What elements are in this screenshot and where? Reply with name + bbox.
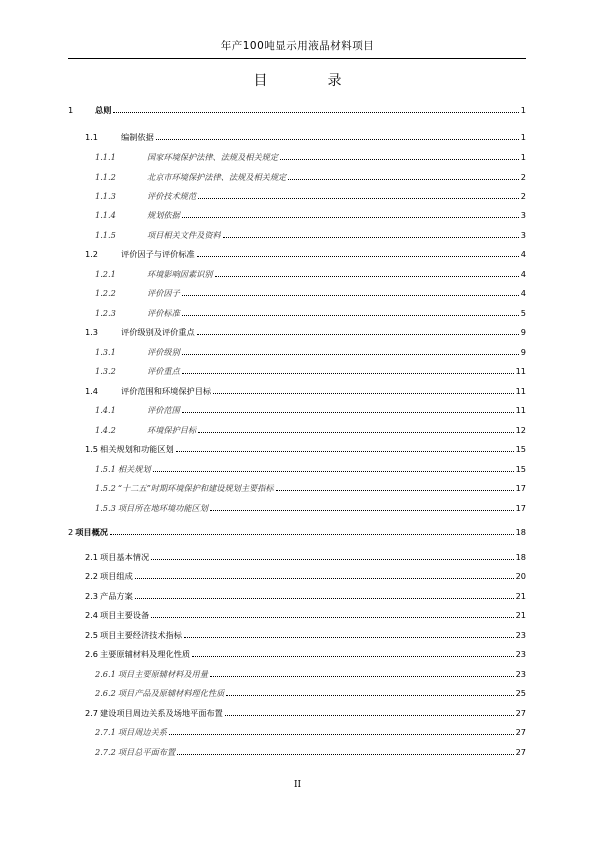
- toc-entry-title: 建设项目周边关系及场地平面布置: [100, 708, 223, 718]
- dot-leader: [198, 198, 519, 199]
- toc-entry-page: 21: [515, 591, 526, 601]
- dot-leader: [182, 373, 514, 374]
- toc-entry-title: 评价级别: [147, 347, 180, 357]
- toc-entry[interactable]: [68, 494, 526, 514]
- dot-leader: [198, 432, 513, 433]
- toc-entry-number: 1.5.1: [95, 464, 116, 474]
- toc-entry-number: 2.3: [85, 591, 99, 601]
- page-title: 目录: [253, 73, 402, 89]
- toc-entry-page: 18: [515, 552, 526, 562]
- toc-entry-page: 2: [520, 191, 526, 201]
- dot-leader: [223, 237, 519, 238]
- toc-entry[interactable]: [68, 455, 526, 475]
- toc-entry[interactable]: [68, 123, 526, 143]
- toc-entry[interactable]: [68, 660, 526, 680]
- toc-entry[interactable]: [68, 221, 526, 241]
- running-header: 年产100吨显示用液晶材料项目: [220, 40, 375, 52]
- toc-entry-page: 27: [515, 747, 526, 757]
- toc-entry[interactable]: [68, 143, 526, 163]
- toc-entry-title: 产品方案: [100, 591, 133, 601]
- toc-entry-page: 4: [520, 249, 526, 259]
- toc-entry-title: 评价因子与评价标准: [121, 249, 195, 259]
- toc-entry[interactable]: [68, 357, 526, 377]
- toc-entry-title: 评价重点: [147, 366, 180, 376]
- dot-leader: [280, 159, 519, 160]
- toc-entry-number: 2.6.2: [95, 688, 116, 698]
- toc-entry-number: 2.4: [85, 610, 99, 620]
- toc-entry-title: 评价因子: [147, 288, 180, 298]
- toc-entry-title: 相关规划: [117, 464, 151, 474]
- toc-entry-number: 2.6: [85, 649, 99, 659]
- toc-entry[interactable]: [68, 518, 526, 538]
- toc-entry-page: 4: [520, 288, 526, 298]
- toc-entry-number: 2.7.1: [95, 727, 116, 737]
- toc-entry-number: 1.4: [85, 386, 99, 396]
- toc-entry-title: 项目主要经济技术指标: [100, 630, 182, 640]
- toc-entry[interactable]: [68, 182, 526, 202]
- toc-entry-title: 项目概况: [75, 527, 108, 537]
- toc-entry[interactable]: [68, 562, 526, 582]
- toc-entry[interactable]: [68, 640, 526, 660]
- toc-entry-page: 23: [515, 649, 526, 659]
- toc-entry[interactable]: [68, 240, 526, 260]
- toc-entry-page: 17: [515, 483, 526, 493]
- dot-leader: [151, 559, 513, 560]
- toc-entry[interactable]: [68, 260, 526, 280]
- dot-leader: [177, 754, 513, 755]
- toc-entry-title: 环境影响因素识别: [147, 269, 213, 279]
- dot-leader: [182, 217, 519, 218]
- toc-entry[interactable]: [68, 543, 526, 563]
- toc-entry-page: 1: [520, 132, 526, 142]
- toc-entry[interactable]: [68, 582, 526, 602]
- dot-leader: [153, 471, 514, 472]
- toc-entry-number: 2: [68, 527, 74, 537]
- toc-entry-page: 21: [515, 610, 526, 620]
- toc-entry-page: 17: [515, 503, 526, 513]
- toc-entry[interactable]: [68, 621, 526, 641]
- toc-entry-page: 3: [520, 210, 526, 220]
- toc-entry-page: 27: [515, 727, 526, 737]
- toc-entry-number: 1: [68, 105, 74, 115]
- toc-entry-title: 项目总平面布置: [117, 747, 176, 757]
- toc-entry-title: 规划依据: [147, 210, 180, 220]
- toc-entry-number: 1.5: [85, 444, 99, 454]
- toc-entry[interactable]: [68, 416, 526, 436]
- toc-entry-page: 1: [520, 152, 526, 162]
- dot-leader: [210, 510, 514, 511]
- toc-entry-title: 评价范围: [147, 405, 180, 415]
- toc-entry-title: 总则: [95, 105, 112, 115]
- toc-entry-number: 2.1: [85, 552, 99, 562]
- dot-leader: [169, 734, 514, 735]
- dot-leader: [184, 637, 514, 638]
- toc-entry-title: 项目所在地环境功能区划: [117, 503, 208, 513]
- dot-leader: [210, 676, 514, 677]
- toc-entry-title: 编制依据: [121, 132, 154, 142]
- toc-entry[interactable]: [68, 201, 526, 221]
- toc-entry-title: 北京市环境保护法律、法规及相关规定: [147, 172, 287, 182]
- toc-entry-number: 1.1.2: [95, 172, 116, 182]
- dot-leader: [213, 393, 514, 394]
- toc-entry-number: 1.3.2: [95, 366, 116, 376]
- page-number: II: [293, 780, 302, 790]
- toc-entry-page: 27: [515, 708, 526, 718]
- toc-entry-number: 1.1: [85, 132, 99, 142]
- dot-leader: [226, 695, 513, 696]
- dot-leader: [276, 490, 514, 491]
- toc-entry-page: 18: [515, 527, 526, 537]
- toc-entry-number: 1.1.5: [95, 230, 116, 240]
- toc-entry-number: 1.2.3: [95, 308, 116, 318]
- toc-entry-number: 1.2: [85, 249, 99, 259]
- toc-entry-title: 项目主要原辅材料及用量: [117, 669, 208, 679]
- toc-entry[interactable]: [68, 299, 526, 319]
- dot-leader: [182, 295, 519, 296]
- header-rule: [68, 58, 526, 59]
- toc-entry-title: 相关规划和功能区划: [100, 444, 174, 454]
- dot-leader: [225, 715, 514, 716]
- toc-entry-page: 11: [515, 386, 526, 396]
- toc-entry-page: 5: [520, 308, 526, 318]
- toc-entry-title: 项目周边关系: [117, 727, 167, 737]
- dot-leader: [113, 112, 518, 113]
- toc-entry-title: 项目产品及原辅材料理化性质: [117, 688, 225, 698]
- toc-entry[interactable]: [68, 474, 526, 494]
- dot-leader: [197, 334, 519, 335]
- toc-entry-page: 15: [515, 464, 526, 474]
- toc-entry-number: 1.4.2: [95, 425, 116, 435]
- dot-leader: [176, 451, 514, 452]
- toc-entry-number: 2.2: [85, 571, 99, 581]
- toc-entry-title: “十二五”时期环境保护和建设规划主要指标: [117, 483, 274, 493]
- dot-leader: [182, 354, 519, 355]
- toc-entry-number: 1.1.4: [95, 210, 116, 220]
- dot-leader: [110, 534, 514, 535]
- toc-entry-title: 评价标准: [147, 308, 180, 318]
- toc-entry[interactable]: [68, 318, 526, 338]
- toc-entry-page: 12: [515, 425, 526, 435]
- toc-entry[interactable]: [68, 738, 526, 758]
- dot-leader: [135, 578, 514, 579]
- toc-entry-number: 1.1.1: [95, 152, 116, 162]
- toc-entry-title: 项目组成: [100, 571, 133, 581]
- toc-entry-title: 项目基本情况: [100, 552, 150, 562]
- toc-entry-title: 项目主要设备: [100, 610, 150, 620]
- toc-entry-page: 2: [520, 172, 526, 182]
- toc-entry-page: 15: [515, 444, 526, 454]
- toc-entry[interactable]: [68, 377, 526, 397]
- toc-entry-title: 评价技术规范: [147, 191, 197, 201]
- toc-entry-page: 9: [520, 347, 526, 357]
- toc-entry-title: 项目相关文件及资料: [147, 230, 221, 240]
- toc-entry-page: 11: [515, 366, 526, 376]
- toc-entry[interactable]: [68, 338, 526, 358]
- toc-entry-title: 评价范围和环境保护目标: [121, 386, 212, 396]
- toc-entry-page: 3: [520, 230, 526, 240]
- dot-leader: [182, 315, 519, 316]
- toc-entry-page: 9: [520, 327, 526, 337]
- toc-entry-page: 4: [520, 269, 526, 279]
- toc-entry-number: 2.6.1: [95, 669, 116, 679]
- toc-entry-title: 主要原辅材料及理化性质: [100, 649, 191, 659]
- toc-entry[interactable]: [68, 601, 526, 621]
- toc-entry[interactable]: [68, 163, 526, 183]
- toc-entry-title: 评价级别及评价重点: [121, 327, 195, 337]
- toc-entry-number: 2.5: [85, 630, 99, 640]
- toc-entry-number: 1.5.2: [95, 483, 116, 493]
- toc-entry[interactable]: [68, 96, 526, 116]
- dot-leader: [156, 139, 519, 140]
- toc-entry-page: 23: [515, 669, 526, 679]
- dot-leader: [135, 598, 514, 599]
- toc-entry-page: 11: [515, 405, 526, 415]
- dot-leader: [192, 656, 513, 657]
- toc-entry[interactable]: [68, 435, 526, 455]
- toc-entry-page: 23: [515, 630, 526, 640]
- toc-entry-title: 环境保护目标: [147, 425, 197, 435]
- dot-leader: [197, 256, 519, 257]
- toc-entry[interactable]: [68, 679, 526, 699]
- toc-entry-title: 国家环境保护法律、法规及相关规定: [147, 152, 279, 162]
- toc-entry-page: 20: [515, 571, 526, 581]
- toc-entry-number: 1.3: [85, 327, 99, 337]
- toc-entry[interactable]: [68, 718, 526, 738]
- toc-entry-number: 1.2.1: [95, 269, 116, 279]
- toc-entry-page: 25: [515, 688, 526, 698]
- toc-entry-number: 1.1.3: [95, 191, 116, 201]
- toc-entry[interactable]: [68, 699, 526, 719]
- toc-entry-number: 2.7: [85, 708, 99, 718]
- dot-leader: [182, 412, 514, 413]
- dot-leader: [288, 179, 519, 180]
- toc-entry-page: 1: [520, 105, 526, 115]
- toc-entry-number: 1.3.1: [95, 347, 116, 357]
- dot-leader: [215, 276, 519, 277]
- toc-entry[interactable]: [68, 279, 526, 299]
- toc-entry[interactable]: [68, 396, 526, 416]
- toc-entry-number: 1.4.1: [95, 405, 116, 415]
- toc-entry-number: 2.7.2: [95, 747, 116, 757]
- toc-entry-number: 1.2.2: [95, 288, 116, 298]
- dot-leader: [151, 617, 513, 618]
- toc-entry-number: 1.5.3: [95, 503, 116, 513]
